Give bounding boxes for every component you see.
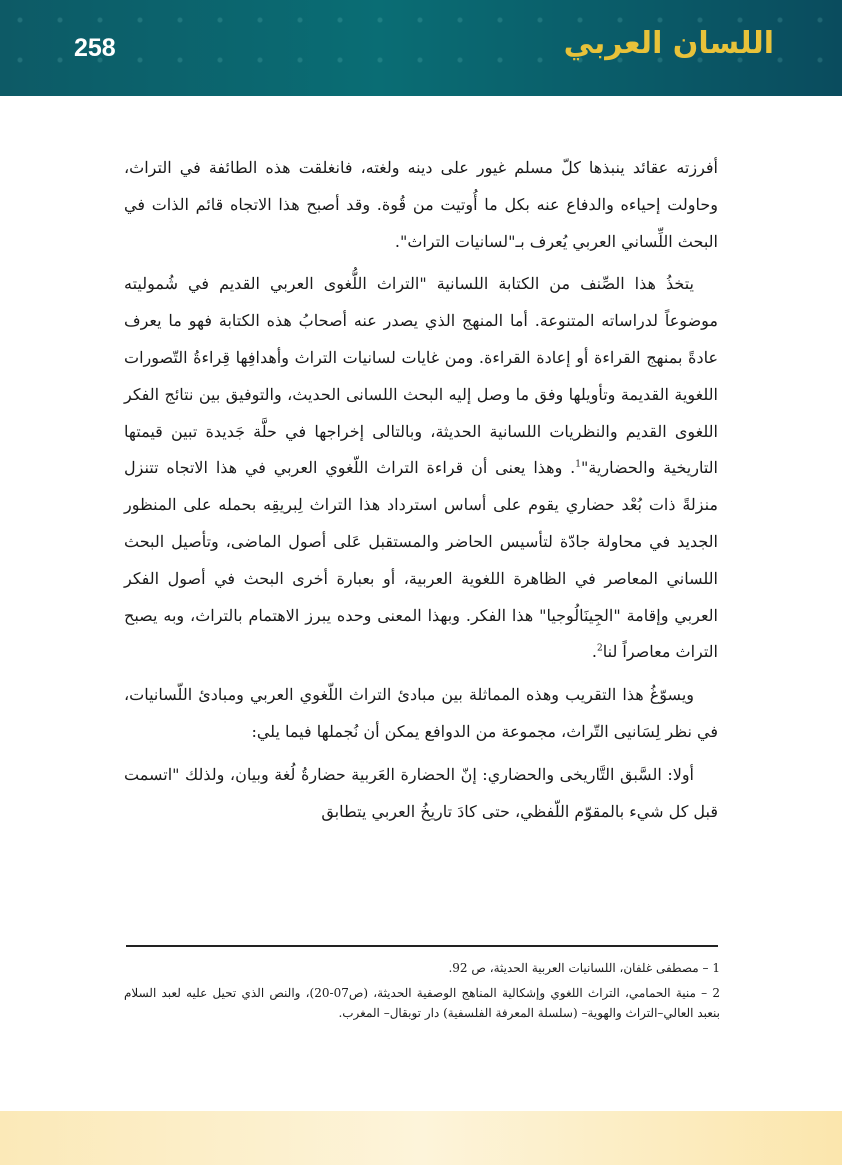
- page-number: 258: [74, 34, 116, 62]
- body-text: [124, 150, 718, 836]
- footnote-1: 1 – مصطفى غلفان، اللسانيات العربية الحديثة، ص 92.: [448, 961, 720, 975]
- footnotes: [124, 958, 720, 1028]
- paragraph-4: [124, 757, 718, 831]
- paragraph-1-text: أفرزته عقائد ينبذها كلّ مسلم غيور على دينه ولغته، فانغلقت هذه الطائفة في التراث، وحاولت إحياءه والدفاع عنه بكل ما أُوتيت من قُوة. وقد أصبح هذا الاتجاه قائم الذات في البحث اللِّساني العربي يُعرف بـ"لسانيات التراث".: [124, 158, 719, 251]
- journal-logo: اللسان العربي: [563, 26, 774, 61]
- paragraph-3-text: ويسوّغُ هذا التقريب وهذه المماثلة بين مبادئ التراث اللّغوي العربي ومبادئ اللّسانيات، في نظر لِسَانيى التّراث، مجموعة من الدوافع يمكن أن نُجملها فيما يلي:: [124, 685, 718, 741]
- footnote-divider: [126, 945, 718, 947]
- paragraph-1: [124, 150, 718, 260]
- paragraph-2: يتخذُ هذا الصِّنف من الكتابة اللسانية "التراث اللُّغوى العربي القديم في شُموليته موضوعاً لدراساته المتنوعة. أما المنهج الذي يصدر عنه أصحابُ هذه الكتابة فهو ما يعرف عادةً بمنهج القراءة أو إعادة القراءة. ومن غايات لسانيات التراث وأهدافِها قِراءةُ التّصورات اللغوية القديمة وتأويلها وفق ما وصل إليه البحث اللسانى الحديث، والتوفيق بين نتائج الفكر اللغوى القديم والنظريات اللسانية الحديثة، وبالتالى إخراجها في حلَّة جَديدة تبين قيمتها التاريخية والحضارية"$^1$. وهذا يعنى أن قراءة التراث اللّغوي العربي في هذا الاتجاه تتنزل منزلةً ذات بُعْد حضاري يقوم على أساس استرداد هذا التراث لِبريقِه بحمله على المنظور الجديد في محاولة جادّة لتأسيس الحاضر والمستقبل عَلى أصول الماضى، وتأصيل البحث اللساني المعاصر في الظاهرة اللغوية العربية، أو بعبارة أخرى البحث في أصول الفكر العربي وإقامة "الجِينَالُوجيا" هذا الفكر. وبهذا المعنى وحده يبرز الاهتمام بالتراث، وبه يصبح التراث معاصراً لنا$^2$.: [124, 274, 719, 662]
- paragraph-2-text-b: . وهذا يعنى أن قراءة التراث اللّغوي العربي في هذا الاتجاه تتنزل منزلةً ذات بُعْد حضاري يقوم على أساس استرداد هذا التراث لِبريقِه بحمله على المنظور الجديد في محاولة جادّة لتأسيس الحاضر والمستقبل عَلى أصول الماضى، وتأصيل البحث اللساني المعاصر في الظاهرة اللغوية العربية، أو بعبارة أخرى البحث في أصول الفكر العربي وإقامة "الجِينَالُوجيا" هذا الفكر. وبهذا المعنى وحده يبرز الاهتمام بالتراث، وبه يصبح التراث معاصراً لنا: [124, 458, 718, 662]
- paragraph-2-text-a: يتخذُ هذا الصِّنف من الكتابة اللسانية "التراث اللُّغوى العربي القديم في شُموليته موضوعاً لدراساته المتنوعة. أما المنهج الذي يصدر عنه أصحابُ هذه الكتابة فهو ما يعرف عادةً بمنهج القراءة أو إعادة القراءة. ومن غايات لسانيات التراث وأهدافِها قِراءةُ التّصورات اللغوية القديمة وتأويلها وفق ما وصل إليه البحث اللسانى الحديث، والتوفيق بين نتائج الفكر اللغوى القديم والنظريات اللسانية الحديثة، وبالتالى إخراجها في حلَّة جَديدة تبين قيمتها التاريخية والحضارية": [124, 274, 719, 478]
- paragraph-3: [124, 677, 718, 751]
- footnote-2: 2 – منية الحمامي، التراث اللغوي وإشكالية المناهج الوصفية الحديثة، (ص07-20)، والنص الذي تحيل عليه لعبد السلام بنعبد العالي–التراث والهوية– (سلسلة المعرفة الفلسفية) دار توبقال– المغرب.: [124, 985, 720, 1020]
- page-header: [0, 0, 842, 96]
- paragraph-4-text: أولا: السَّبق التَّاريخى والحضاري: إنّ الحضارة العَربية حضارةُ لُغة وبيان، ولذلك "اتسمت قبل كل شيء بالمقوّم اللّفظي، حتى كادَ تاريخُ العربي يتطابق: [124, 764, 718, 821]
- footnote-ref-2[interactable]: 2: [597, 644, 603, 655]
- page-footer-band: [0, 1111, 842, 1165]
- footnote-ref-1[interactable]: 1: [575, 460, 581, 471]
